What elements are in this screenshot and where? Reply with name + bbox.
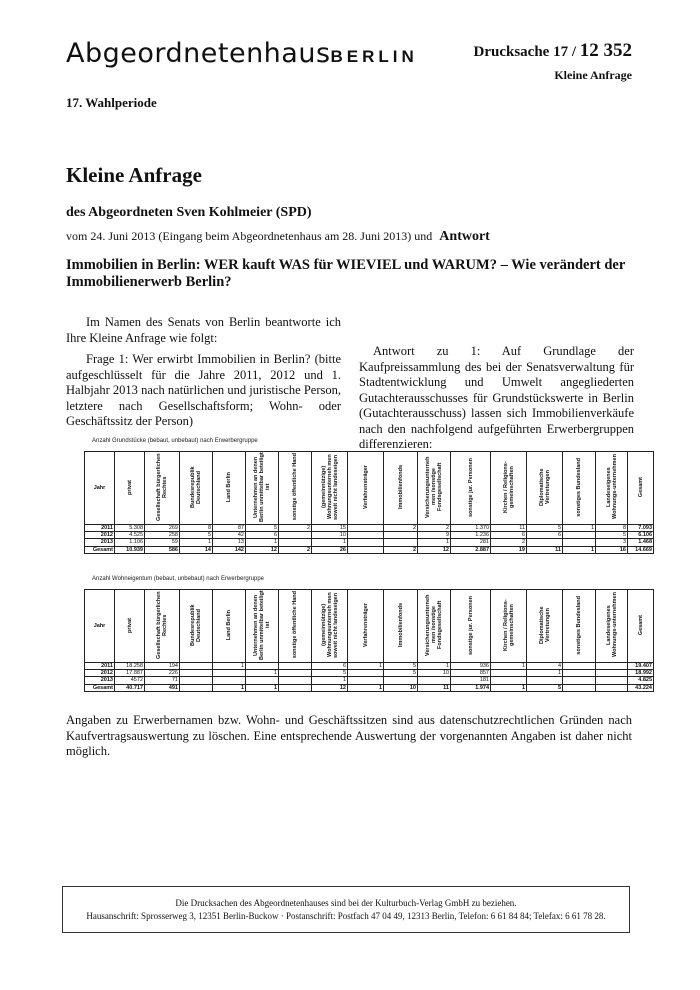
- row-year: 2011: [85, 663, 115, 670]
- table-cell: 1.370: [451, 525, 491, 532]
- table-cell: 6: [246, 532, 279, 539]
- table-cell: [418, 677, 451, 684]
- question-paragraph: Frage 1: Wer erwirbt Immobilien in Berlin? (bitte aufgeschlüsselt für die Jahre 2011, 2012 und 1. Halbjahr 2013 nach natürlichen und juristische Person, letztere nach Gesellschaftsform; Wohn- oder Geschäftssitz der Person): [66, 352, 341, 428]
- footer-box: [62, 886, 630, 933]
- table-cell: 18.992: [628, 670, 654, 677]
- row-year: 2013: [85, 539, 115, 546]
- jahr-header: Jahr: [85, 452, 115, 525]
- row-year: 2011: [85, 525, 115, 532]
- column-header: Landeseigenes Wohnungs-unternehmen: [596, 590, 628, 663]
- table-cell: 71: [145, 677, 180, 684]
- table-cell: 1.468: [628, 539, 654, 546]
- table-cell: 14: [180, 546, 213, 553]
- table1: [84, 451, 654, 554]
- column-header: Gesamt: [628, 452, 654, 525]
- table-cell: 4.825: [628, 677, 654, 684]
- column-header: Verfahrensträger: [348, 452, 384, 525]
- column-header: Immobilienfonds: [384, 590, 418, 663]
- table-cell: 11: [491, 525, 527, 532]
- table-cell: 59: [145, 539, 180, 546]
- table-cell: 2: [491, 539, 527, 546]
- table-cell: 16: [596, 546, 628, 553]
- table-cell: [348, 532, 384, 539]
- drucksache-prefix: Drucksache 17 /: [473, 44, 580, 60]
- table-cell: [348, 539, 384, 546]
- column-header: (gemeinnützige) Wohnungsunterneh men soweit nicht landeseigen: [312, 590, 348, 663]
- column-header: Land Berlin: [213, 590, 246, 663]
- table-cell: 2: [418, 525, 451, 532]
- column-header: Versicherungsunterneh men /sonstige Fondsgesellschaft: [418, 590, 451, 663]
- column-header: sonstige jur. Personen: [451, 452, 491, 525]
- table-cell: [527, 539, 563, 546]
- footer-line-2: Hausanschrift: Sprosserweg 3, 12351 Berlin-Buckow · Postanschrift: Postfach 47 04 49, 12313 Berlin, Telefon: 6 61 84 84; Telefax: 6 61 78 28.: [86, 911, 606, 921]
- table-cell: 3: [596, 539, 628, 546]
- table-cell: 19: [491, 546, 527, 553]
- table-cell: 2: [279, 546, 312, 553]
- table-cell: 1: [312, 677, 348, 684]
- table-cell: [348, 525, 384, 532]
- table-cell: [491, 677, 527, 684]
- inquiry-title: Immobilien in Berlin: WER kauft WAS für WIEVIEL und WARUM? – Wie verändert der Immobilienerwerb Berlin?: [66, 257, 626, 290]
- table-cell: [180, 670, 213, 677]
- table-cell: [563, 684, 596, 691]
- table-cell: 10: [384, 684, 418, 691]
- table-cell: [180, 663, 213, 670]
- table-cell: [348, 670, 384, 677]
- table-cell: 1: [180, 539, 213, 546]
- table-cell: [527, 677, 563, 684]
- logo-city: BERLIN: [330, 47, 418, 66]
- table-cell: [246, 677, 279, 684]
- table-cell: 4572: [115, 677, 145, 684]
- table-cell: [279, 684, 312, 691]
- table-cell: 2: [384, 546, 418, 553]
- table-cell: 5: [384, 670, 418, 677]
- jahr-header: Jahr: [85, 590, 115, 663]
- column-header: Versicherungsunterneh men /sonstige Fondsgesellschaft: [418, 452, 451, 525]
- wahlperiode: 17. Wahlperiode: [66, 95, 157, 110]
- parliament-logo: [66, 38, 418, 69]
- table-cell: 13: [213, 539, 246, 546]
- table-row: [85, 663, 654, 670]
- table-cell: 5: [180, 532, 213, 539]
- table-cell: 40.717: [115, 684, 145, 691]
- table-row: [85, 539, 654, 546]
- table-cell: 9: [418, 532, 451, 539]
- table-cell: 8: [596, 525, 628, 532]
- table-cell: 1: [348, 663, 384, 670]
- closing-paragraph: Angaben zu Erwerbernamen bzw. Wohn- und Geschäftssitzen sind aus datenschutzrechtlichen Gründen nach Kaufvertragsauswertung zu löschen. Eine entsprechende Auswertung der vorgenannten Angaben ist daher nicht möglich.: [66, 713, 632, 758]
- table1-caption: Anzahl Grundstücke (bebaut, unbebaut) nach Erwerbergruppe: [92, 438, 258, 444]
- table-cell: 1: [563, 546, 596, 553]
- author-line: des Abgeordneten Sven Kohlmeier (SPD): [66, 205, 312, 220]
- column-header: Diplomatische Vertretungen: [527, 590, 563, 663]
- table-row: [85, 670, 654, 677]
- table-cell: 269: [145, 525, 180, 532]
- column-header: Bundesrepublik Deutschland: [180, 590, 213, 663]
- table-cell: 1: [418, 663, 451, 670]
- table-cell: [213, 677, 246, 684]
- table-cell: [279, 532, 312, 539]
- table-cell: 1.974: [451, 684, 491, 691]
- table-cell: 12: [246, 546, 279, 553]
- drucksache-number: [474, 40, 633, 62]
- table-cell: [563, 532, 596, 539]
- table-cell: [563, 539, 596, 546]
- date-text: vom 24. Juni 2013 (Eingang beim Abgeordnetenhaus am 28. Juni 2013) und: [66, 229, 433, 243]
- column-header: Immobilienfonds: [384, 452, 418, 525]
- table-cell: 10: [312, 532, 348, 539]
- footer-line-1: Die Drucksachen des Abgeordnetenhauses sind bei der Kulturbuch-Verlag GmbH zu beziehen.: [175, 898, 517, 908]
- column-header: Kirchen / Religions-gemeinschaften: [491, 590, 527, 663]
- column-header: sonstige öffentliche Hand: [279, 452, 312, 525]
- table-cell: 15: [312, 525, 348, 532]
- table-cell: [180, 684, 213, 691]
- column-header: Unternehmen an denen Berlin unmittelbar beteiligt ist: [246, 590, 279, 663]
- column-header: (gemeinnützige) Wohnungsunterneh men soweit nicht landeseigen: [312, 452, 348, 525]
- table-cell: 1: [348, 684, 384, 691]
- table-row: [85, 532, 654, 539]
- table-cell: 142: [213, 546, 246, 553]
- table-cell: [279, 670, 312, 677]
- table-cell: 226: [145, 670, 180, 677]
- table-cell: 87: [213, 525, 246, 532]
- table-cell: 1: [246, 684, 279, 691]
- table-cell: 26: [312, 546, 348, 553]
- table-cell: 42: [213, 532, 246, 539]
- table-cell: 1: [418, 539, 451, 546]
- table-cell: 491: [145, 684, 180, 691]
- table-cell: 1: [491, 663, 527, 670]
- column-header: Gesellschaft bürgerlichen Rechtes: [145, 452, 180, 525]
- grundstuecke-table: [84, 451, 654, 554]
- table-cell: 6.106: [628, 532, 654, 539]
- table-cell: [213, 670, 246, 677]
- table-cell: 43.224: [628, 684, 654, 691]
- column-header: Gesellschaft bürgerlichen Rechtes: [145, 590, 180, 663]
- table-cell: 1: [491, 684, 527, 691]
- table-cell: 2: [384, 525, 418, 532]
- table-row: [85, 546, 654, 553]
- table-cell: [348, 677, 384, 684]
- table-cell: 8: [180, 525, 213, 532]
- drucksache-value: 12 352: [579, 40, 632, 61]
- column-header: privat: [115, 590, 145, 663]
- table-cell: 1: [213, 684, 246, 691]
- column-header: Landeseigenes Wohnungs-unternehmen: [596, 452, 628, 525]
- table-cell: [563, 670, 596, 677]
- table-cell: 5: [246, 525, 279, 532]
- table2-caption: Anzahl Wohneigentum (bebaut, unbebaut) nach Erwerbergruppe: [92, 576, 265, 582]
- table-cell: [384, 532, 418, 539]
- table-cell: 4.525: [115, 532, 145, 539]
- table-cell: 1: [246, 539, 279, 546]
- table-cell: 2.887: [451, 546, 491, 553]
- table-cell: 11: [527, 546, 563, 553]
- table-cell: 7.093: [628, 525, 654, 532]
- table-cell: [563, 677, 596, 684]
- table-cell: 5: [312, 670, 348, 677]
- date-line: [66, 229, 490, 245]
- row-year: Gesamt: [85, 684, 115, 691]
- table-cell: 5: [527, 525, 563, 532]
- table-cell: [563, 663, 596, 670]
- table-cell: 1: [312, 539, 348, 546]
- table-cell: 1.106: [115, 539, 145, 546]
- table-cell: 5: [527, 684, 563, 691]
- page-heading: Kleine Anfrage: [66, 163, 202, 187]
- table-cell: [180, 677, 213, 684]
- table-cell: 181: [451, 677, 491, 684]
- table-cell: 10.939: [115, 546, 145, 553]
- table-cell: [246, 663, 279, 670]
- table-cell: 17.887: [115, 670, 145, 677]
- column-header: Kirchen / Religions-gemeinschaften: [491, 452, 527, 525]
- table-cell: 6: [312, 663, 348, 670]
- table-row: [85, 684, 654, 691]
- table-cell: 857: [451, 670, 491, 677]
- column-header: sonstige jur. Personen: [451, 590, 491, 663]
- table-cell: 1.236: [451, 532, 491, 539]
- table-cell: 2: [279, 525, 312, 532]
- table-cell: [279, 539, 312, 546]
- row-year: 2013: [85, 677, 115, 684]
- table-cell: 18.258: [115, 663, 145, 670]
- table-cell: 1: [563, 525, 596, 532]
- table-cell: [279, 663, 312, 670]
- table-cell: 586: [145, 546, 180, 553]
- table-cell: [279, 677, 312, 684]
- table-cell: 12: [418, 546, 451, 553]
- table-cell: 6: [527, 532, 563, 539]
- column-header: sonstige öffentliche Hand: [279, 590, 312, 663]
- table2: [84, 589, 654, 692]
- column-header: Bundesrepublik Deutschland: [180, 452, 213, 525]
- table-cell: [491, 670, 527, 677]
- table-cell: [596, 663, 628, 670]
- doc-type: Kleine Anfrage: [554, 68, 632, 82]
- column-header: Gesamt: [628, 590, 654, 663]
- row-year: 2012: [85, 532, 115, 539]
- column-header: Diplomatische Vertretungen: [527, 452, 563, 525]
- table-cell: [348, 546, 384, 553]
- column-header: Unternehmen an denen Berlin unmittelbar beteiligt ist: [246, 452, 279, 525]
- table-cell: 11: [418, 684, 451, 691]
- table-cell: 936: [451, 663, 491, 670]
- answer-paragraph: Antwort zu 1: Auf Grundlage der Kaufpreissammlung des bei der Senatsverwaltung für Stadtentwicklung und Umwelt angegliederten Gutachterausschusses für Grundstückswerte in Berlin (Gutachterausschuss) lassen sich Immobilienverkäufe nach den nachfolgend aufgeführten Erwerbergruppen differenzieren:: [359, 344, 634, 451]
- table-cell: 258: [145, 532, 180, 539]
- table-cell: 14.669: [628, 546, 654, 553]
- table-cell: [384, 539, 418, 546]
- table-cell: [596, 684, 628, 691]
- wohneigentum-table: [84, 589, 654, 692]
- row-year: 2012: [85, 670, 115, 677]
- table-row: [85, 525, 654, 532]
- table-cell: 5: [384, 663, 418, 670]
- table-cell: 19.407: [628, 663, 654, 670]
- table-cell: 12: [312, 684, 348, 691]
- table-cell: 10: [418, 670, 451, 677]
- table-cell: [384, 677, 418, 684]
- table-cell: [596, 677, 628, 684]
- table-row: [85, 677, 654, 684]
- column-header: sonstiges Bundesland: [563, 590, 596, 663]
- row-year: Gesamt: [85, 546, 115, 553]
- column-header: Verfahrensträger: [348, 590, 384, 663]
- logo-word: Abgeordnetenhaus: [66, 38, 331, 69]
- table-cell: 1: [527, 670, 563, 677]
- table-cell: 1: [246, 670, 279, 677]
- table-cell: 194: [145, 663, 180, 670]
- column-header: sonstiges Bundesland: [563, 452, 596, 525]
- table-cell: 1: [213, 663, 246, 670]
- answer-label: Antwort: [439, 229, 490, 244]
- table-cell: 281: [451, 539, 491, 546]
- table-cell: 4: [527, 663, 563, 670]
- table-cell: 6: [491, 532, 527, 539]
- intro-paragraph: Im Namen des Senats von Berlin beantworte ich Ihre Kleine Anfrage wie folgt:: [66, 315, 341, 345]
- table-cell: 5: [596, 532, 628, 539]
- column-header: privat: [115, 452, 145, 525]
- table-cell: 5.308: [115, 525, 145, 532]
- column-header: Land Berlin: [213, 452, 246, 525]
- table-cell: [596, 670, 628, 677]
